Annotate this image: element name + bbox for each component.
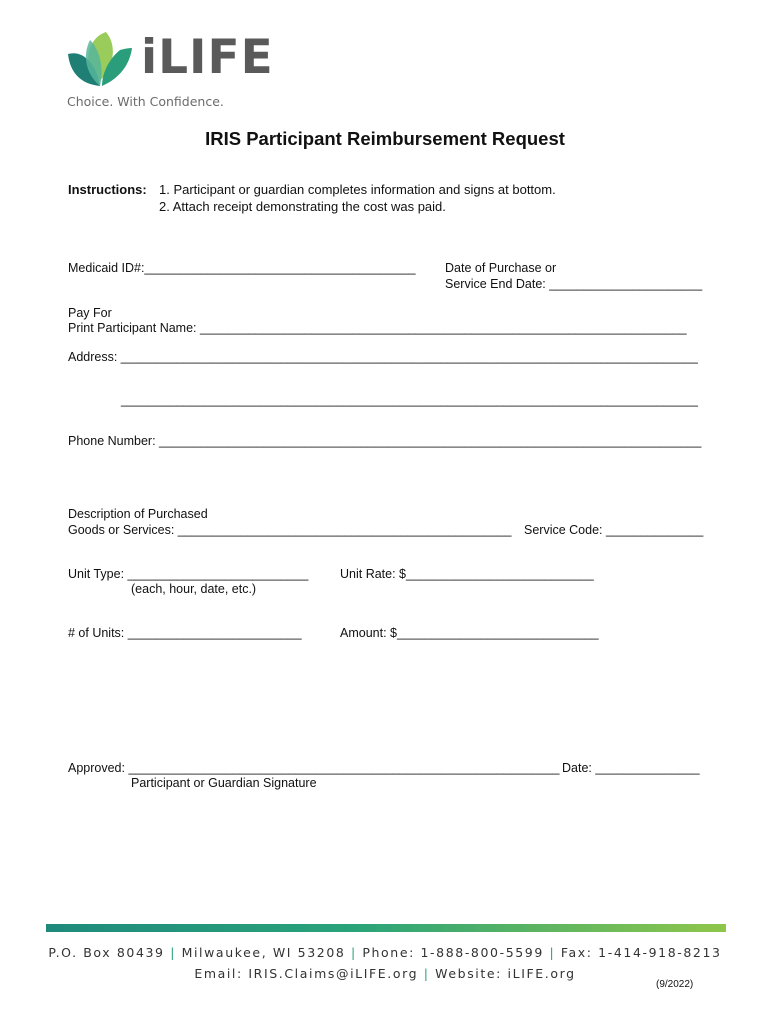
footer-website: Website: iLIFE.org: [435, 966, 576, 981]
instruction-step-1: 1. Participant or guardian completes information and signs at bottom.: [159, 182, 556, 197]
footer-separator: |: [170, 945, 176, 960]
footer-fax: Fax: 1-414-918-8213: [560, 945, 722, 960]
approved-signature-field[interactable]: Approved: ______________________________________________________________: [68, 761, 560, 775]
goods-services-field[interactable]: Goods or Services: ________________________________________________: [68, 523, 512, 537]
footer-contact-line: [0, 966, 770, 981]
form-version: (9/2022): [656, 979, 694, 990]
footer-po-box: P.O. Box 80439: [48, 945, 165, 960]
unit-rate-field[interactable]: Unit Rate: $___________________________: [340, 567, 594, 581]
service-code-field[interactable]: Service Code: ______________: [524, 523, 704, 537]
footer-gradient-bar: [46, 924, 726, 932]
footer-email: Email: IRIS.Claims@iLIFE.org: [194, 966, 419, 981]
address-field[interactable]: Address: ___________________________________________________________________________________: [68, 350, 698, 364]
footer-phone: Phone: 1-888-800-5599: [362, 945, 544, 960]
signature-hint: Participant or Guardian Signature: [131, 776, 317, 790]
footer-separator: |: [549, 945, 556, 960]
instructions-label: Instructions:: [68, 182, 147, 197]
unit-type-hint: (each, hour, date, etc.): [131, 582, 257, 596]
instruction-step-2: 2. Attach receipt demonstrating the cost was paid.: [159, 199, 446, 214]
phone-number-field[interactable]: Phone Number: ______________________________________________________________________________: [68, 434, 702, 448]
logo-tagline: Choice. With Confidence.: [67, 94, 224, 109]
address-line-2-field[interactable]: ___________________________________________________________________________________: [121, 393, 699, 407]
page-title: IRIS Participant Reimbursement Request: [205, 128, 565, 149]
pay-for-label: Pay For: [68, 306, 112, 320]
ilife-leaf-logo-icon: [66, 28, 138, 90]
approval-date-field[interactable]: Date: _______________: [562, 761, 700, 775]
description-label: Description of Purchased: [68, 507, 208, 521]
num-units-field[interactable]: # of Units: _________________________: [68, 626, 302, 640]
amount-field[interactable]: Amount: $_____________________________: [340, 626, 599, 640]
medicaid-id-field[interactable]: Medicaid ID#:_______________________________________: [68, 261, 416, 275]
logo-wordmark: iLIFE: [141, 30, 274, 85]
footer-city: Milwaukee, WI 53208: [181, 945, 346, 960]
footer-separator: |: [351, 945, 357, 960]
footer-address-line: [0, 945, 770, 960]
participant-name-field[interactable]: Print Participant Name: ______________________________________________________________________: [68, 321, 687, 335]
service-end-date-field[interactable]: Service End Date: ______________________: [445, 277, 703, 291]
unit-type-field[interactable]: Unit Type: __________________________: [68, 567, 309, 581]
date-of-purchase-label: Date of Purchase or: [445, 261, 557, 275]
footer-separator: |: [423, 966, 430, 981]
